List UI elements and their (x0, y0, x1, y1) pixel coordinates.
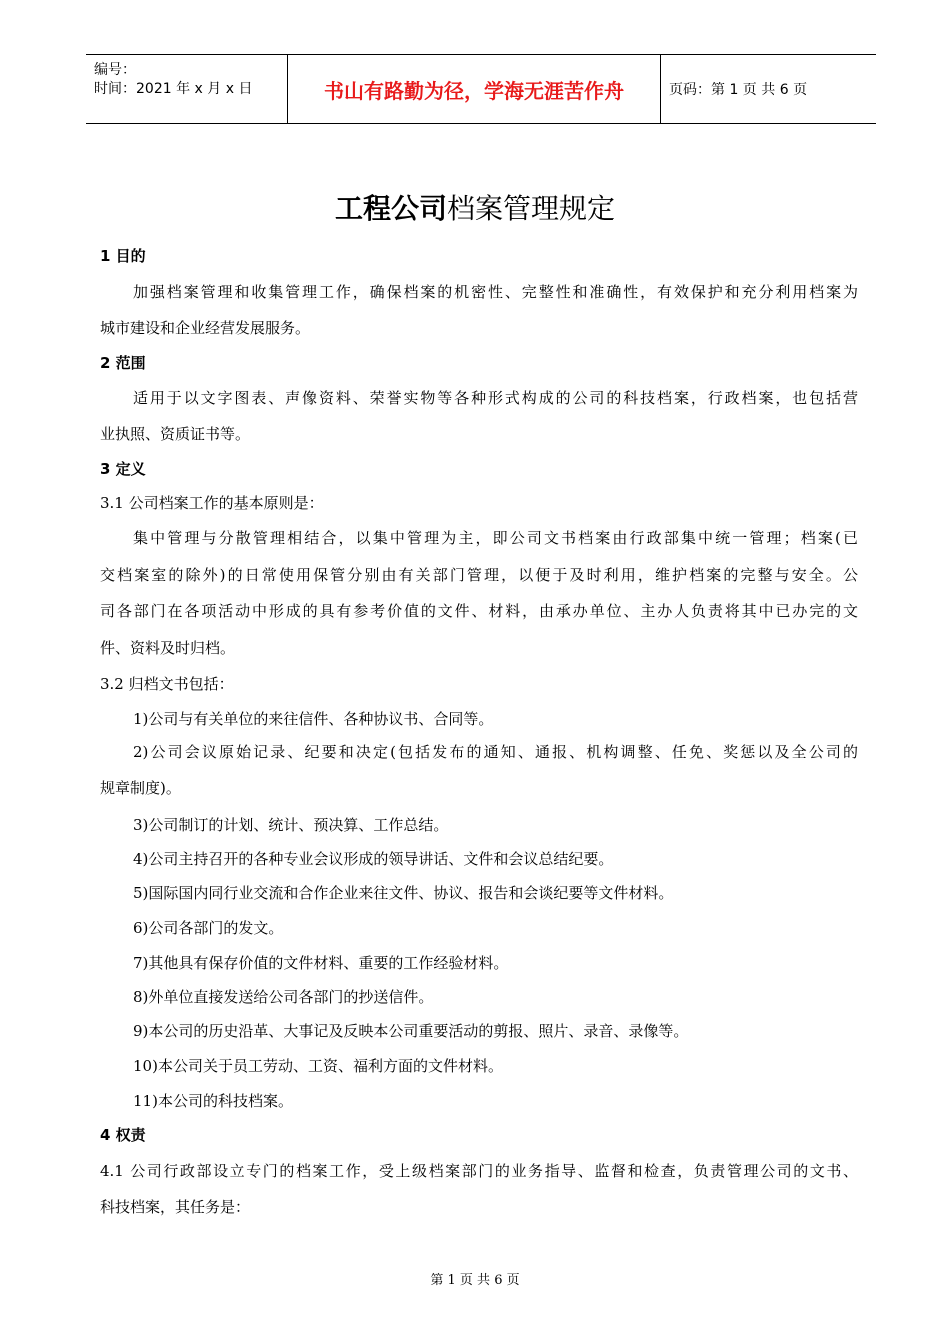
list-item: 5)国际国内同行业交流和合作企业来往文件、协议、报告和会谈纪要等文件材料。 (133, 884, 674, 902)
list-item: 2)公司会议原始记录、纪要和决定(包括发布的通知、通报、机构调整、任免、奖惩以及全公司的 (133, 743, 858, 761)
code-label: 编号： (94, 62, 136, 78)
responsibilities-paragraph-line: 4.1 公司行政部设立专门的档案工作，受上级档案部门的业务指导、监督和检查，负责管理公司的文书、 (100, 1162, 858, 1180)
section-heading-scope: 2 范围 (100, 354, 146, 372)
scope-paragraph-line: 业执照、资质证书等。 (100, 425, 251, 443)
title-rest: 档案管理规定 (447, 192, 616, 225)
title-bold: 工程公司 (334, 192, 447, 225)
document-title (0, 187, 950, 227)
header-motto: 书山有路勤为径，学海无涯苦作舟 (288, 55, 661, 123)
responsibilities-paragraph-line: 科技档案，其任务是： (100, 1198, 251, 1216)
definition-paragraph-line: 交档案室的除外)的日常使用保管分别由有关部门管理，以便于及时利用，维护档案的完整与安全。公 (100, 566, 858, 584)
document-header (86, 54, 876, 124)
definition-paragraph-line: 集中管理与分散管理相结合，以集中管理为主，即公司文书档案由行政部集中统一管理；档案(已 (133, 529, 858, 547)
subsection-3-2: 3.2 归档文书包括： (100, 675, 234, 693)
section-heading-responsibilities: 4 权责 (100, 1126, 146, 1144)
time-label: 时间：2021 年 x 月 x 日 (94, 81, 253, 97)
section-heading-purpose: 1 目的 (100, 247, 146, 265)
list-item: 8)外单位直接发送给公司各部门的抄送信件。 (133, 988, 434, 1006)
list-item: 6)公司各部门的发文。 (133, 919, 284, 937)
subsection-3-1: 3.1 公司档案工作的基本原则是： (100, 494, 324, 512)
purpose-paragraph-line: 城市建设和企业经营发展服务。 (100, 319, 311, 337)
list-item-continuation: 规章制度)。 (100, 779, 181, 797)
list-item: 4)公司主持召开的各种专业会议形成的领导讲话、文件和会议总结纪要。 (133, 850, 614, 868)
list-item: 9)本公司的历史沿革、大事记及反映本公司重要活动的剪报、照片、录音、录像等。 (133, 1022, 689, 1040)
header-meta-cell (86, 55, 288, 123)
list-item: 1)公司与有关单位的来往信件、各种协议书、合同等。 (133, 710, 494, 728)
section-heading-definition: 3 定义 (100, 460, 146, 478)
purpose-paragraph-line: 加强档案管理和收集管理工作，确保档案的机密性、完整性和准确性，有效保护和充分利用档案为 (133, 283, 858, 301)
scope-paragraph-line: 适用于以文字图表、声像资料、荣誉实物等各种形式构成的公司的科技档案，行政档案，也包括营 (133, 389, 858, 407)
list-item: 11)本公司的科技档案。 (133, 1092, 293, 1110)
header-page-label: 页码：第 1 页 共 6 页 (669, 82, 808, 98)
page-footer: 第 1 页 共 6 页 (430, 1273, 520, 1288)
list-item: 10)本公司关于员工劳动、工资、福利方面的文件材料。 (133, 1057, 503, 1075)
list-item: 7)其他具有保存价值的文件材料、重要的工作经验材料。 (133, 954, 509, 972)
definition-paragraph-line: 件、资料及时归档。 (100, 639, 236, 657)
definition-paragraph-line: 司各部门在各项活动中形成的具有参考价值的文件、材料，由承办单位、主办人负责将其中已办完的文 (100, 602, 858, 620)
list-item: 3)公司制订的计划、统计、预决算、工作总结。 (133, 816, 449, 834)
